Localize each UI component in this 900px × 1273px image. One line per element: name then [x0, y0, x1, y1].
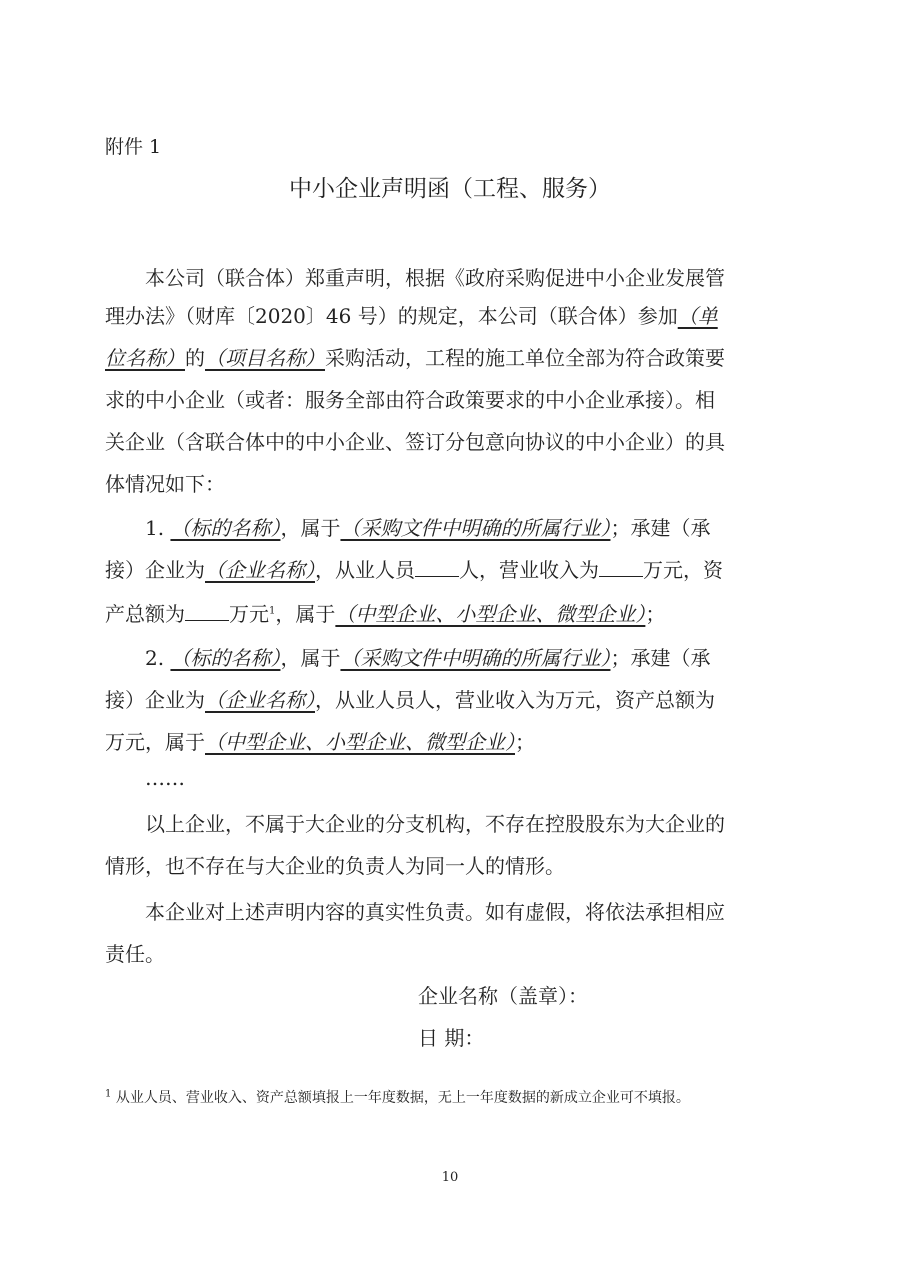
unit-name-field: （单 [677, 304, 718, 328]
para3-line2: 责任。 [105, 942, 165, 966]
employees-blank [415, 555, 459, 577]
document-title: 中小企业声明函（工程、服务） [289, 176, 611, 202]
footnote-mark: 1 [105, 1088, 112, 1100]
para1-line3: 位名称）的（项目名称）采购活动，工程的施工单位全部为符合政策要 [105, 346, 725, 370]
item2-line1: 2. （标的名称），属于（采购文件中明确的所属行业）；承建（承 [145, 646, 711, 670]
footnote-text: 从业人员、营业收入、资产总额填报上一年度数据，无上一年度数据的新成立企业可不填报。 [115, 1090, 690, 1106]
item1-line2: 接）企业为（企业名称），从业人员 人，营业收入为 万元，资 [105, 554, 723, 583]
para1-line5: 关企业（含联合体中的中小企业、签订分包意向协议的中小企业）的具 [105, 430, 725, 454]
item1-subject-field: （标的名称） [170, 516, 281, 540]
signature-date: 日 期： [418, 1026, 485, 1050]
para2-line2: 情形，也不存在与大企业的负责人为同一人的情形。 [105, 854, 565, 878]
assets-blank [185, 599, 229, 621]
para1-line2: 理办法》（财库〔2020〕46 号）的规定，本公司（联合体）参加（单 [105, 304, 718, 328]
item2-industry-field: （采购文件中明确的所属行业） [340, 646, 611, 670]
para1-line6: 体情况如下： [105, 472, 225, 496]
ellipsis: …… [145, 766, 185, 790]
item1-company-field: （企业名称） [205, 558, 315, 582]
para3-line1: 本企业对上述声明内容的真实性负责。如有虚假，将依法承担相应 [145, 900, 725, 924]
item2-line2: 接）企业为（企业名称），从业人员人，营业收入为万元，资产总额为 [105, 688, 715, 712]
project-name-field: （项目名称） [205, 346, 325, 370]
para1-line1: 本公司（联合体）郑重声明，根据《政府采购促进中小企业发展管 [145, 266, 725, 290]
footnote-ref: 1 [269, 605, 276, 617]
item2-size-field: （中型企业、小型企业、微型企业） [205, 730, 515, 754]
para2-line1: 以上企业，不属于大企业的分支机构，不存在控股股东为大企业的 [145, 812, 725, 836]
signature-company: 企业名称（盖章）： [418, 984, 588, 1008]
item1-line3: 产总额为 万元$^1$，属于（中型企业、小型企业、微型企业）； [105, 598, 665, 627]
para1-line4: 求的中小企业（或者：服务全部由符合政策要求的中小企业承接）。相 [105, 388, 715, 412]
item1-industry-field: （采购文件中明确的所属行业） [340, 516, 611, 540]
item1-size-field: （中型企业、小型企业、微型企业） [335, 602, 646, 626]
footnote [105, 1087, 690, 1107]
attachment-label: 附件 1 [105, 136, 162, 158]
item2-company-field: （企业名称） [205, 688, 315, 712]
item2-line3: 万元，属于（中型企业、小型企业、微型企业）； [105, 730, 535, 754]
unit-name-field-cont: 位名称） [105, 346, 185, 370]
page-number: 10 [441, 1170, 459, 1185]
item2-subject-field: （标的名称） [170, 646, 281, 670]
revenue-blank [599, 555, 643, 577]
item1-line1: 1. （标的名称），属于（采购文件中明确的所属行业）；承建（承 [145, 516, 711, 540]
